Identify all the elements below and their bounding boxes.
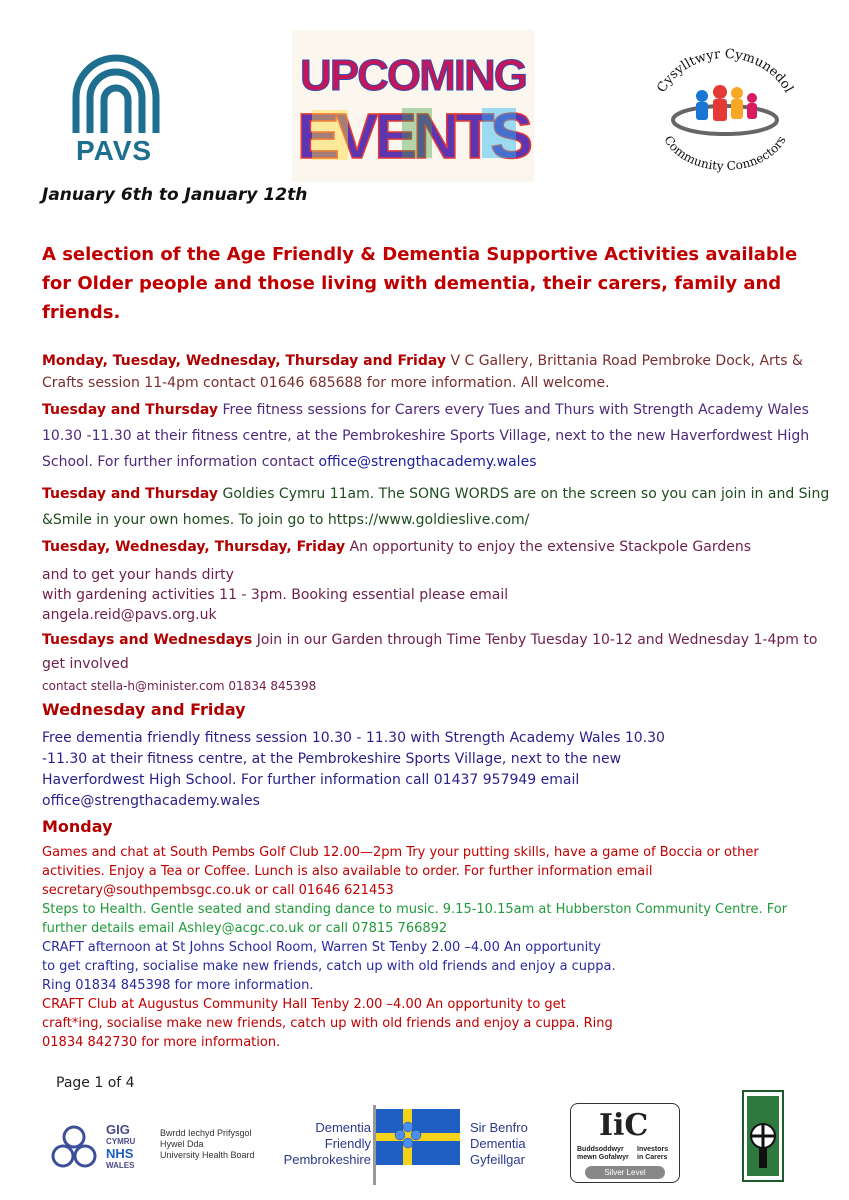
event-day: Tuesday and Thursday — [42, 402, 219, 418]
nhs-wales: WALES — [106, 1161, 135, 1170]
date-range: January 6th to January 12th — [42, 185, 308, 205]
event-block-garden-through-time — [42, 628, 832, 696]
nhs-gig: GIG — [106, 1122, 130, 1137]
health-board-line2: Hywel Dda — [160, 1139, 204, 1149]
iic-english-text — [637, 1146, 668, 1162]
community-logo-top: Cysylltwyr Cymunedol — [654, 46, 796, 96]
event-day: Monday, Tuesday, Wednesday, Thursday and Friday — [42, 353, 446, 369]
event-text-line1: An opportunity to enjoy the extensive Stackpole Gardens — [345, 539, 752, 555]
craft-afternoon-line2: to get crafting, socialise make new friends, catch up with old friends and enjoy a cuppa. — [42, 959, 616, 974]
iic-mark: IiC — [599, 1108, 649, 1143]
event-day-monday: Monday — [42, 817, 113, 836]
page-number: Page 1 of 4 — [56, 1075, 135, 1091]
event-day-wednesday-friday: Wednesday and Friday — [42, 700, 246, 719]
dfp-line1: Dementia — [315, 1120, 371, 1135]
dfp-line2: Friendly — [324, 1136, 371, 1151]
event-text: V C Gallery, Brittania Road Pembroke Dock, Arts & Crafts session 11-4pm contact 01646 685688 for more information. All welcome. — [42, 353, 803, 391]
intro-heading: A selection of the Age Friendly & Dementia Supportive Activities available for Older people and those living with dementia, their carers, family and friends. — [42, 244, 798, 323]
iic-level-badge: Silver Level — [585, 1166, 665, 1179]
events-logo-line1: UPCOMING — [300, 51, 526, 100]
svg-text:Community Connectors — [661, 133, 788, 173]
community-connectors-logo — [640, 38, 810, 188]
iic-welsh-line1: Buddsoddwyr — [577, 1146, 624, 1153]
event-block-goldies — [42, 481, 832, 533]
pavs-logo-text: PAVS — [76, 135, 153, 166]
event-block-dementia-fitness: Free dementia friendly fitness session 10.30 - 11.30 with Strength Academy Wales 10.30 -11.30 at their fitness centre, at the Pembrokeshire Sports Village, next to the new Haverfordwest High School. For further information call 01437 957949 email office@strengthacademy.wales — [42, 730, 665, 809]
sbd-line2: Dementia — [470, 1136, 526, 1151]
dfp-line3: Pembrokeshire — [283, 1152, 371, 1167]
event-block-monday-friday-gallery — [42, 350, 832, 394]
nhs-nhs: NHS — [106, 1146, 134, 1161]
event-text-line3: with gardening activities 11 - 3pm. Booking essential please email — [42, 587, 509, 603]
event-monday-craft-afternoon — [42, 938, 812, 995]
event-text: Goldies Cymru 11am. The SONG WORDS are on the screen so you can join in and Sing &Smile in your own homes. To join go to https://www.goldieslive.com/ — [42, 486, 830, 528]
hywel-dda-logo — [48, 1122, 273, 1174]
sir-benfro-dementia-text — [470, 1120, 528, 1168]
health-board-line1: Bwrdd Iechyd Prifysgol — [160, 1128, 252, 1138]
event-block-carers-fitness — [42, 397, 832, 475]
event-monday-golf-club: Games and chat at South Pembs Golf Club 12.00—2pm Try your putting skills, have a game of Boccia or other activities. Enjoy a Tea or Coffee. Lunch is also available to order. For further information email secretary@southpembsgc.co.uk or call 01646 621453 — [42, 845, 759, 898]
event-text-line4: angela.reid@pavs.org.uk — [42, 607, 217, 623]
event-day: Tuesday, Wednesday, Thursday, Friday — [42, 539, 346, 555]
events-logo-line2: EVENTS — [296, 100, 530, 172]
event-block-stackpole-gardens — [42, 535, 832, 625]
event-email-link[interactable]: office@strengthacademy.wales — [318, 454, 537, 470]
iic-eng-line2: in Carers — [637, 1154, 668, 1161]
sbd-line3: Gyfeillgar — [470, 1152, 525, 1167]
event-monday-craft-club — [42, 995, 812, 1052]
iic-eng-line1: Investors — [637, 1146, 669, 1153]
event-day: Tuesday and Thursday — [42, 486, 219, 502]
community-logo-bottom: Community Connectors — [661, 133, 789, 174]
event-text: Free fitness sessions for Carers every Tues and Thurs with Strength Academy Wales 10.30 -11.30 at their fitness centre, at the Pembrokeshire Sports Village, next to the new Haverfordwest High School. For further information contact — [42, 402, 810, 470]
craft-afternoon-line1: CRAFT afternoon at St Johns School Room, Warren St Tenby 2.00 –4.00 An opportunity — [42, 940, 601, 955]
craft-club-line1: CRAFT Club at Augustus Community Hall Tenby 2.00 –4.00 An opportunity to get — [42, 997, 566, 1012]
investors-in-carers-logo — [570, 1103, 680, 1183]
upcoming-events-logo — [292, 30, 534, 182]
sbd-line1: Sir Benfro — [470, 1120, 528, 1135]
dementia-friendly-text — [275, 1120, 371, 1168]
county-crest-icon — [742, 1090, 784, 1182]
event-monday-steps-to-health: Steps to Health. Gentle seated and standing dance to music. 9.15-10.15am at Hubberston Community Centre. For further details email Ashley@acgc.co.uk or call 07815 766892 — [42, 902, 788, 936]
craft-club-line2: craft*ing, socialise make new friends, catch up with old friends and enjoy a cuppa. Ring — [42, 1016, 613, 1031]
craft-club-line3: 01834 842730 for more information. — [42, 1035, 281, 1050]
event-contact: contact stella-h@minister.com 01834 845398 — [42, 679, 317, 693]
event-text: Join in our Garden through Time Tenby Tuesday 10-12 and Wednesday 1-4pm to get involved — [42, 632, 818, 672]
health-board-line3: University Health Board — [160, 1150, 255, 1160]
nhs-wordmark — [106, 1124, 135, 1172]
pembrokeshire-flag-icon — [371, 1105, 461, 1185]
event-day: Tuesdays and Wednesdays — [42, 632, 253, 648]
iic-welsh-line2: mewn Gofalwyr — [577, 1154, 629, 1161]
iic-welsh-text — [577, 1146, 629, 1162]
craft-afternoon-line3: Ring 01834 845398 for more information. — [42, 978, 314, 993]
nhs-cymru: CYMRU — [106, 1137, 136, 1146]
event-text-line2: and to get your hands dirty — [42, 567, 234, 583]
celtic-knot-icon — [48, 1122, 100, 1174]
health-board-name — [160, 1128, 255, 1161]
